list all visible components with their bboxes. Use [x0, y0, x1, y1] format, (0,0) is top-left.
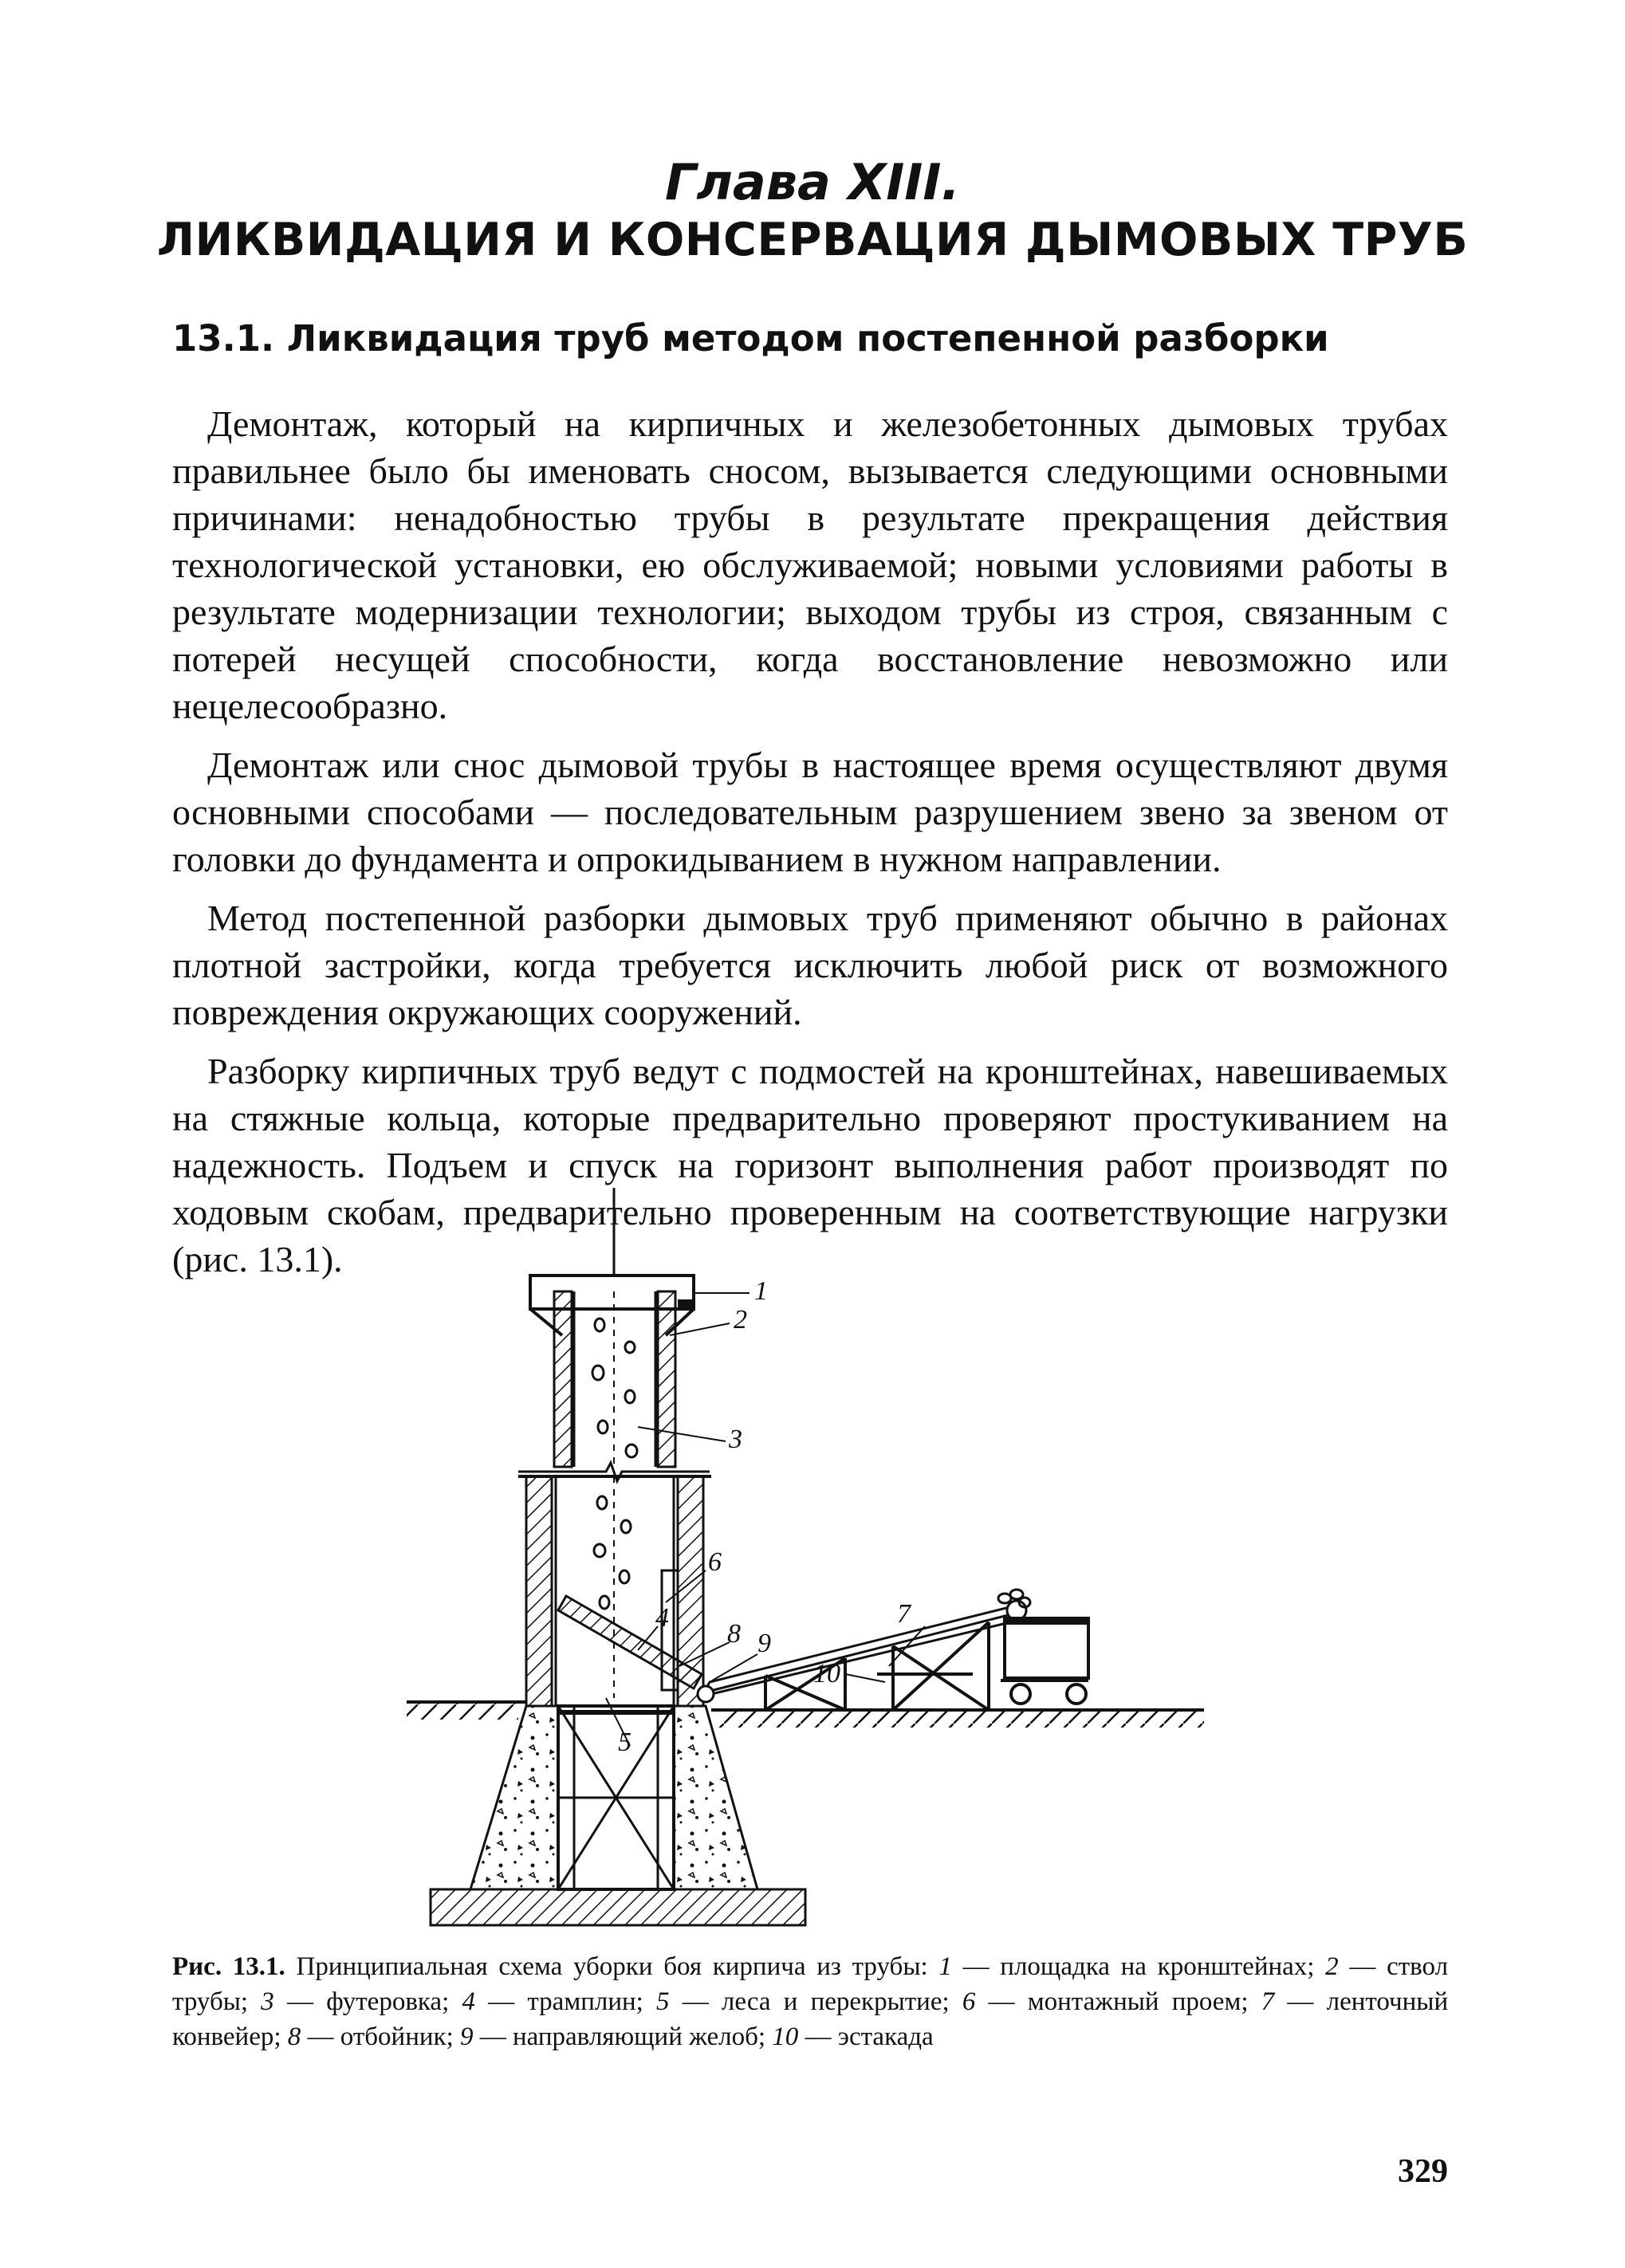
caption-item: 1 — площадка на кронштейнах; — [938, 1952, 1315, 1981]
scaffolding-and-floor — [558, 1706, 674, 1889]
figure-caption — [172, 1949, 1448, 2054]
callout-2: 2 — [734, 1305, 747, 1334]
caption-item: 7 — ленточный конвейер; — [172, 1987, 1449, 2051]
dump-truck — [1001, 1618, 1088, 1704]
chapter-number: Глава XIII. — [665, 153, 960, 211]
callout-8: 8 — [727, 1619, 741, 1649]
upper-chimney-shaft — [554, 1291, 675, 1467]
caption-intro: Принципиальная схема уборки боя кирпича из трубы: — [296, 1952, 928, 1981]
caption-item: 5 — леса и перекрытие; — [656, 1987, 950, 2016]
chapter-title: ЛИКВИДАЦИЯ И КОНСЕРВАЦИЯ ДЫМОВЫХ ТРУБ — [156, 214, 1469, 266]
caption-label: Рис. 13.1. — [172, 1952, 285, 1981]
body-text — [172, 400, 1448, 1295]
paragraph: Разборку кирпичных труб ведут с подмостей на кронштейнах, навешиваемых на стяжные кольца, которые предварительно проверяют простукиванием на надежность. Подъем и спуск на горизонт выполнения работ производят по ходовым скобам, предварительно проверенным на соответствующие нагрузки (рис. 13.1). — [172, 1051, 1448, 1279]
paragraph: Демонтаж или снос дымовой трубы в настоящее время осуществляют двумя основными способами — последовательным разрушением звено за звеном от головки до фундамента и опрокидыванием в нужном направлении. — [172, 745, 1448, 879]
callout-6: 6 — [708, 1547, 722, 1577]
caption-item: 4 — трамплин; — [462, 1987, 643, 2016]
callout-1: 1 — [754, 1276, 768, 1306]
conveyor — [698, 1590, 1030, 1702]
caption-item: 6 — монтажный проем; — [962, 1987, 1249, 2016]
callout-9: 9 — [757, 1629, 771, 1658]
caption-item: 8 — отбойник; — [287, 2022, 454, 2051]
section-title: 13.1. Ликвидация труб методом постепенной разборки — [172, 317, 1329, 360]
callout-3: 3 — [729, 1425, 742, 1454]
callout-10: 10 — [813, 1659, 840, 1688]
chimney-dismantling-diagram — [399, 1188, 1212, 1945]
caption-item: 10 — эстакада — [772, 2022, 934, 2051]
caption-item: 2 — ствол трубы; — [172, 1952, 1449, 2016]
page-number: 329 — [1398, 2153, 1448, 2190]
callout-5: 5 — [618, 1728, 632, 1757]
caption-item: 3 — футеровка; — [261, 1987, 450, 2016]
callout-4: 4 — [655, 1603, 669, 1633]
paragraph: Демонтаж, который на кирпичных и железобетонных дымовых трубах правильнее было бы именовать сносом, вызывается следующими основными причинами: ненадобностью трубы в результате прекращения действия технологической установки, ею обслуживаемой; новыми условиями работы в результате модернизации технологии; выходом трубы из строя, связанным с потерей несущей способности, когда восстановление невозможно или нецелесообразно. — [172, 403, 1448, 726]
paragraph: Метод постепенной разборки дымовых труб применяют обычно в районах плотной застройки, когда требуется исключить любой риск от возможного повреждения окружающих сооружений. — [172, 898, 1448, 1032]
callout-7: 7 — [897, 1599, 911, 1629]
caption-item: 9 — направляющий желоб; — [460, 2022, 766, 2051]
